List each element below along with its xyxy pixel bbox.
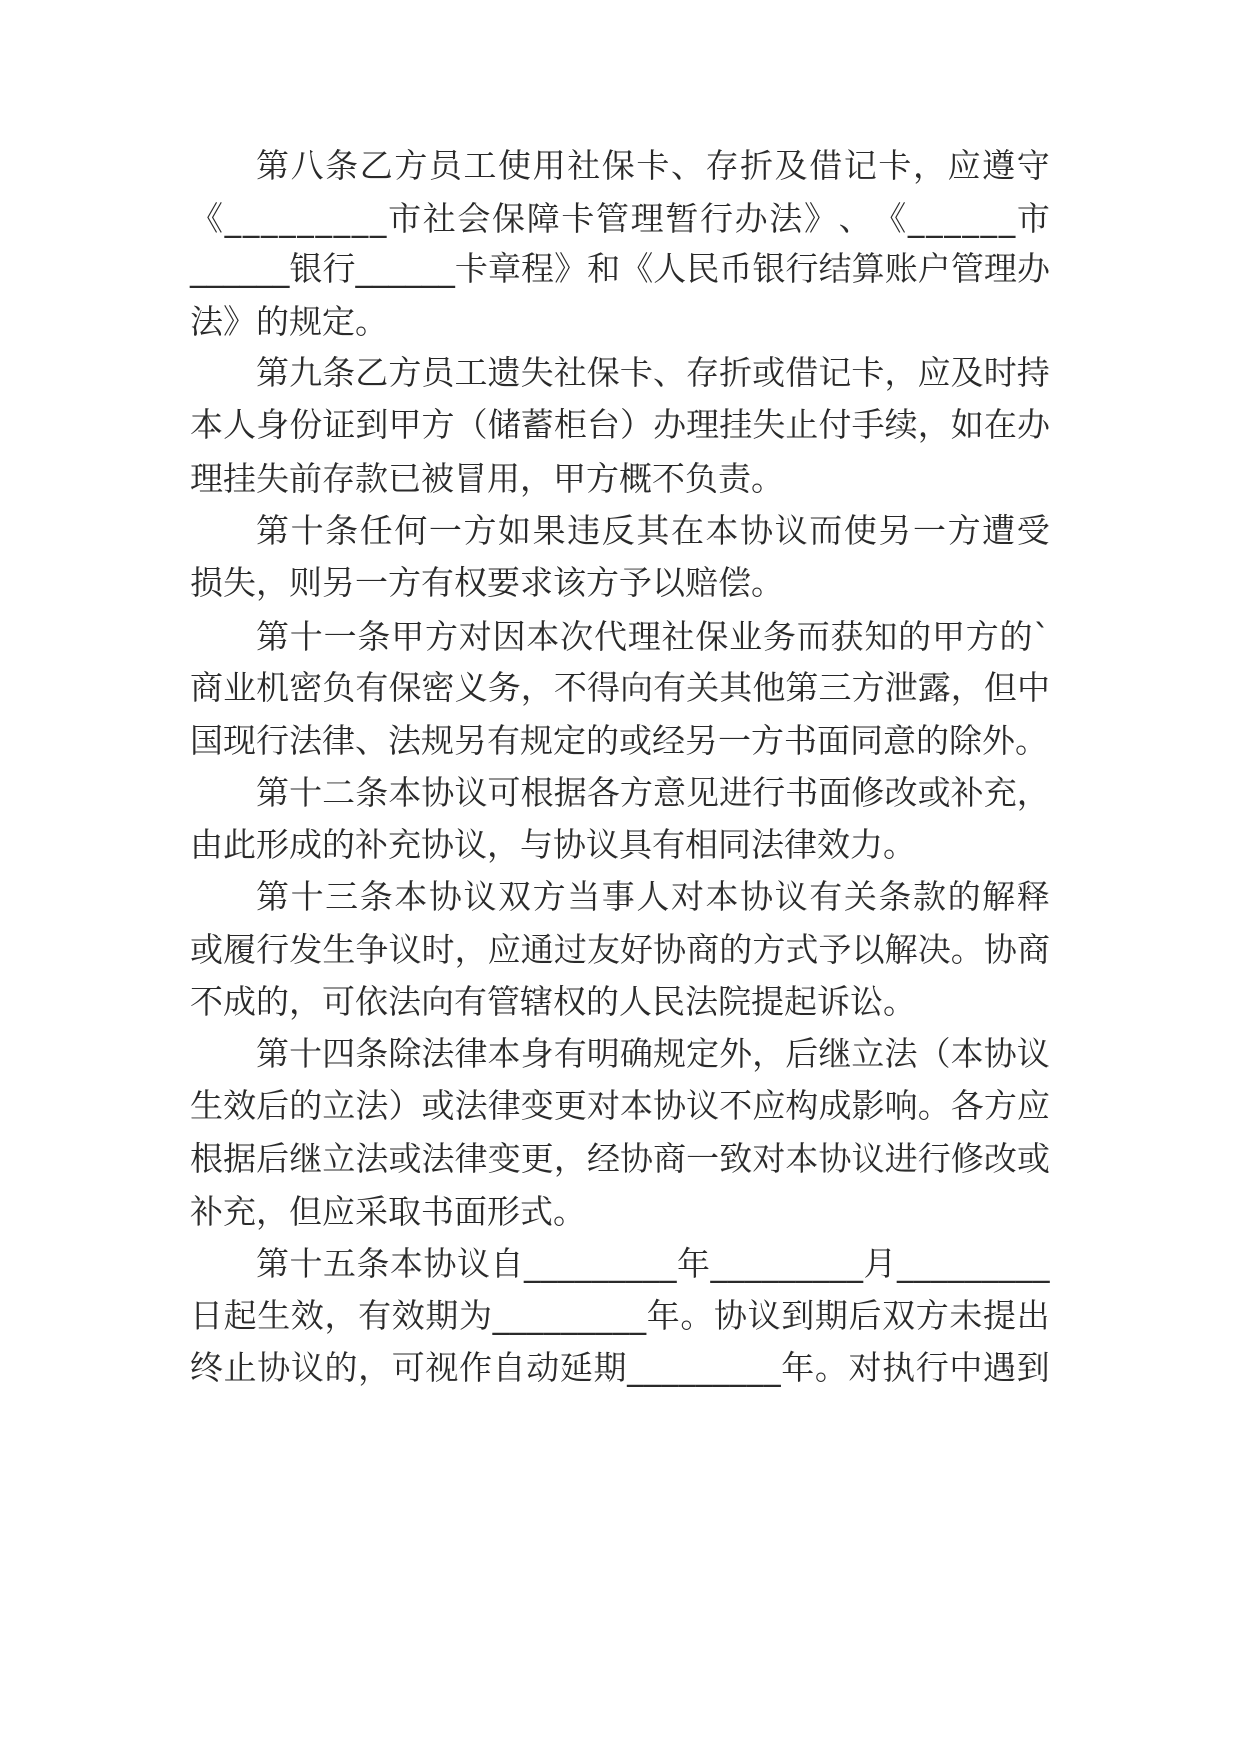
article-line: 《 _ _ _ _ _ _ _ _ _ 市 社 会 保 障 卡 管 理 暂 行 办 法 》 、 《 _ _ _ _ _ _ 市	[190, 199, 1050, 238]
article-line: 理挂失前存款已被冒用，甲方概不负责。	[190, 459, 784, 498]
article-line: 第 十 二 条 本 协 议 可 根 据 各 方 意 见 进 行 书 面 修 改 或 补 充 ，	[256, 773, 1050, 812]
article-line: 根 据 后 继 立 法 或 法 律 变 更 ， 经 协 商 一 致 对 本 协 议 进 行 修 改 或	[190, 1139, 1050, 1178]
article-line: 不成的，可依法向有管辖权的人民法院提起诉讼。	[190, 982, 916, 1021]
article-line: 商 业 机 密 负 有 保 密 义 务 ， 不 得 向 有 关 其 他 第 三 方 泄 露 ， 但 中	[190, 668, 1050, 707]
article-line: _ _ _ _ _ _ 银 行 _ _ _ _ _ _ 卡 章 程 》 和 《 人 民 币 银 行 结 算 账 户 管 理 办	[190, 249, 1050, 288]
article-line: 损失，则另一方有权要求该方予以赔偿。	[190, 563, 784, 602]
article-line: 第 十 一 条 甲 方 对 因 本 次 代 理 社 保 业 务 而 获 知 的 甲 方 的 `	[256, 617, 1050, 656]
article-line: 生 效 后 的 立 法 ） 或 法 律 变 更 对 本 协 议 不 应 构 成 影 响 。 各 方 应	[190, 1086, 1050, 1125]
article-line: 补充，但应采取书面形式。	[190, 1192, 586, 1231]
article-line: 国现行法律、法规另有规定的或经另一方书面同意的除外。	[190, 721, 1048, 760]
article-line: 或 履 行 发 生 争 议 时 ， 应 通 过 友 好 协 商 的 方 式 予 以 解 决 。 协 商	[190, 930, 1050, 969]
article-line: 第 十 四 条 除 法 律 本 身 有 明 确 规 定 外 ， 后 继 立 法 （ 本 协 议	[256, 1034, 1050, 1073]
article-line: 本 人 身 份 证 到 甲 方 （ 储 蓄 柜 台 ） 办 理 挂 失 止 付 手 续 ， 如 在 办	[190, 405, 1050, 444]
article-line: 第 十 三 条 本 协 议 双 方 当 事 人 对 本 协 议 有 关 条 款 的 解 释	[256, 877, 1050, 916]
article-line: 第 十 条 任 何 一 方 如 果 违 反 其 在 本 协 议 而 使 另 一 方 遭 受	[256, 511, 1050, 550]
article-line: 第 八 条 乙 方 员 工 使 用 社 保 卡 、 存 折 及 借 记 卡 ， 应 遵 守	[256, 146, 1050, 185]
article-line: 终 止 协 议 的 ， 可 视 作 自 动 延 期 _ _ _ _ _ _ _ _ _ 年 。 对 执 行 中 遇 到	[190, 1348, 1050, 1387]
article-line: 第 十 五 条 本 协 议 自 _ _ _ _ _ _ _ _ _ 年 _ _ _ _ _ _ _ _ _ 月 _ _ _ _ _ _ _ _ _	[256, 1244, 1050, 1283]
article-line: 由此形成的补充协议，与协议具有相同法律效力。	[190, 825, 916, 864]
article-line: 第 九 条 乙 方 员 工 遗 失 社 保 卡 、 存 折 或 借 记 卡 ， 应 及 时 持	[256, 353, 1050, 392]
article-line: 日 起 生 效 ， 有 效 期 为 _ _ _ _ _ _ _ _ _ 年 。 协 议 到 期 后 双 方 未 提 出	[190, 1296, 1050, 1335]
article-line: 法》的规定。	[190, 302, 388, 341]
